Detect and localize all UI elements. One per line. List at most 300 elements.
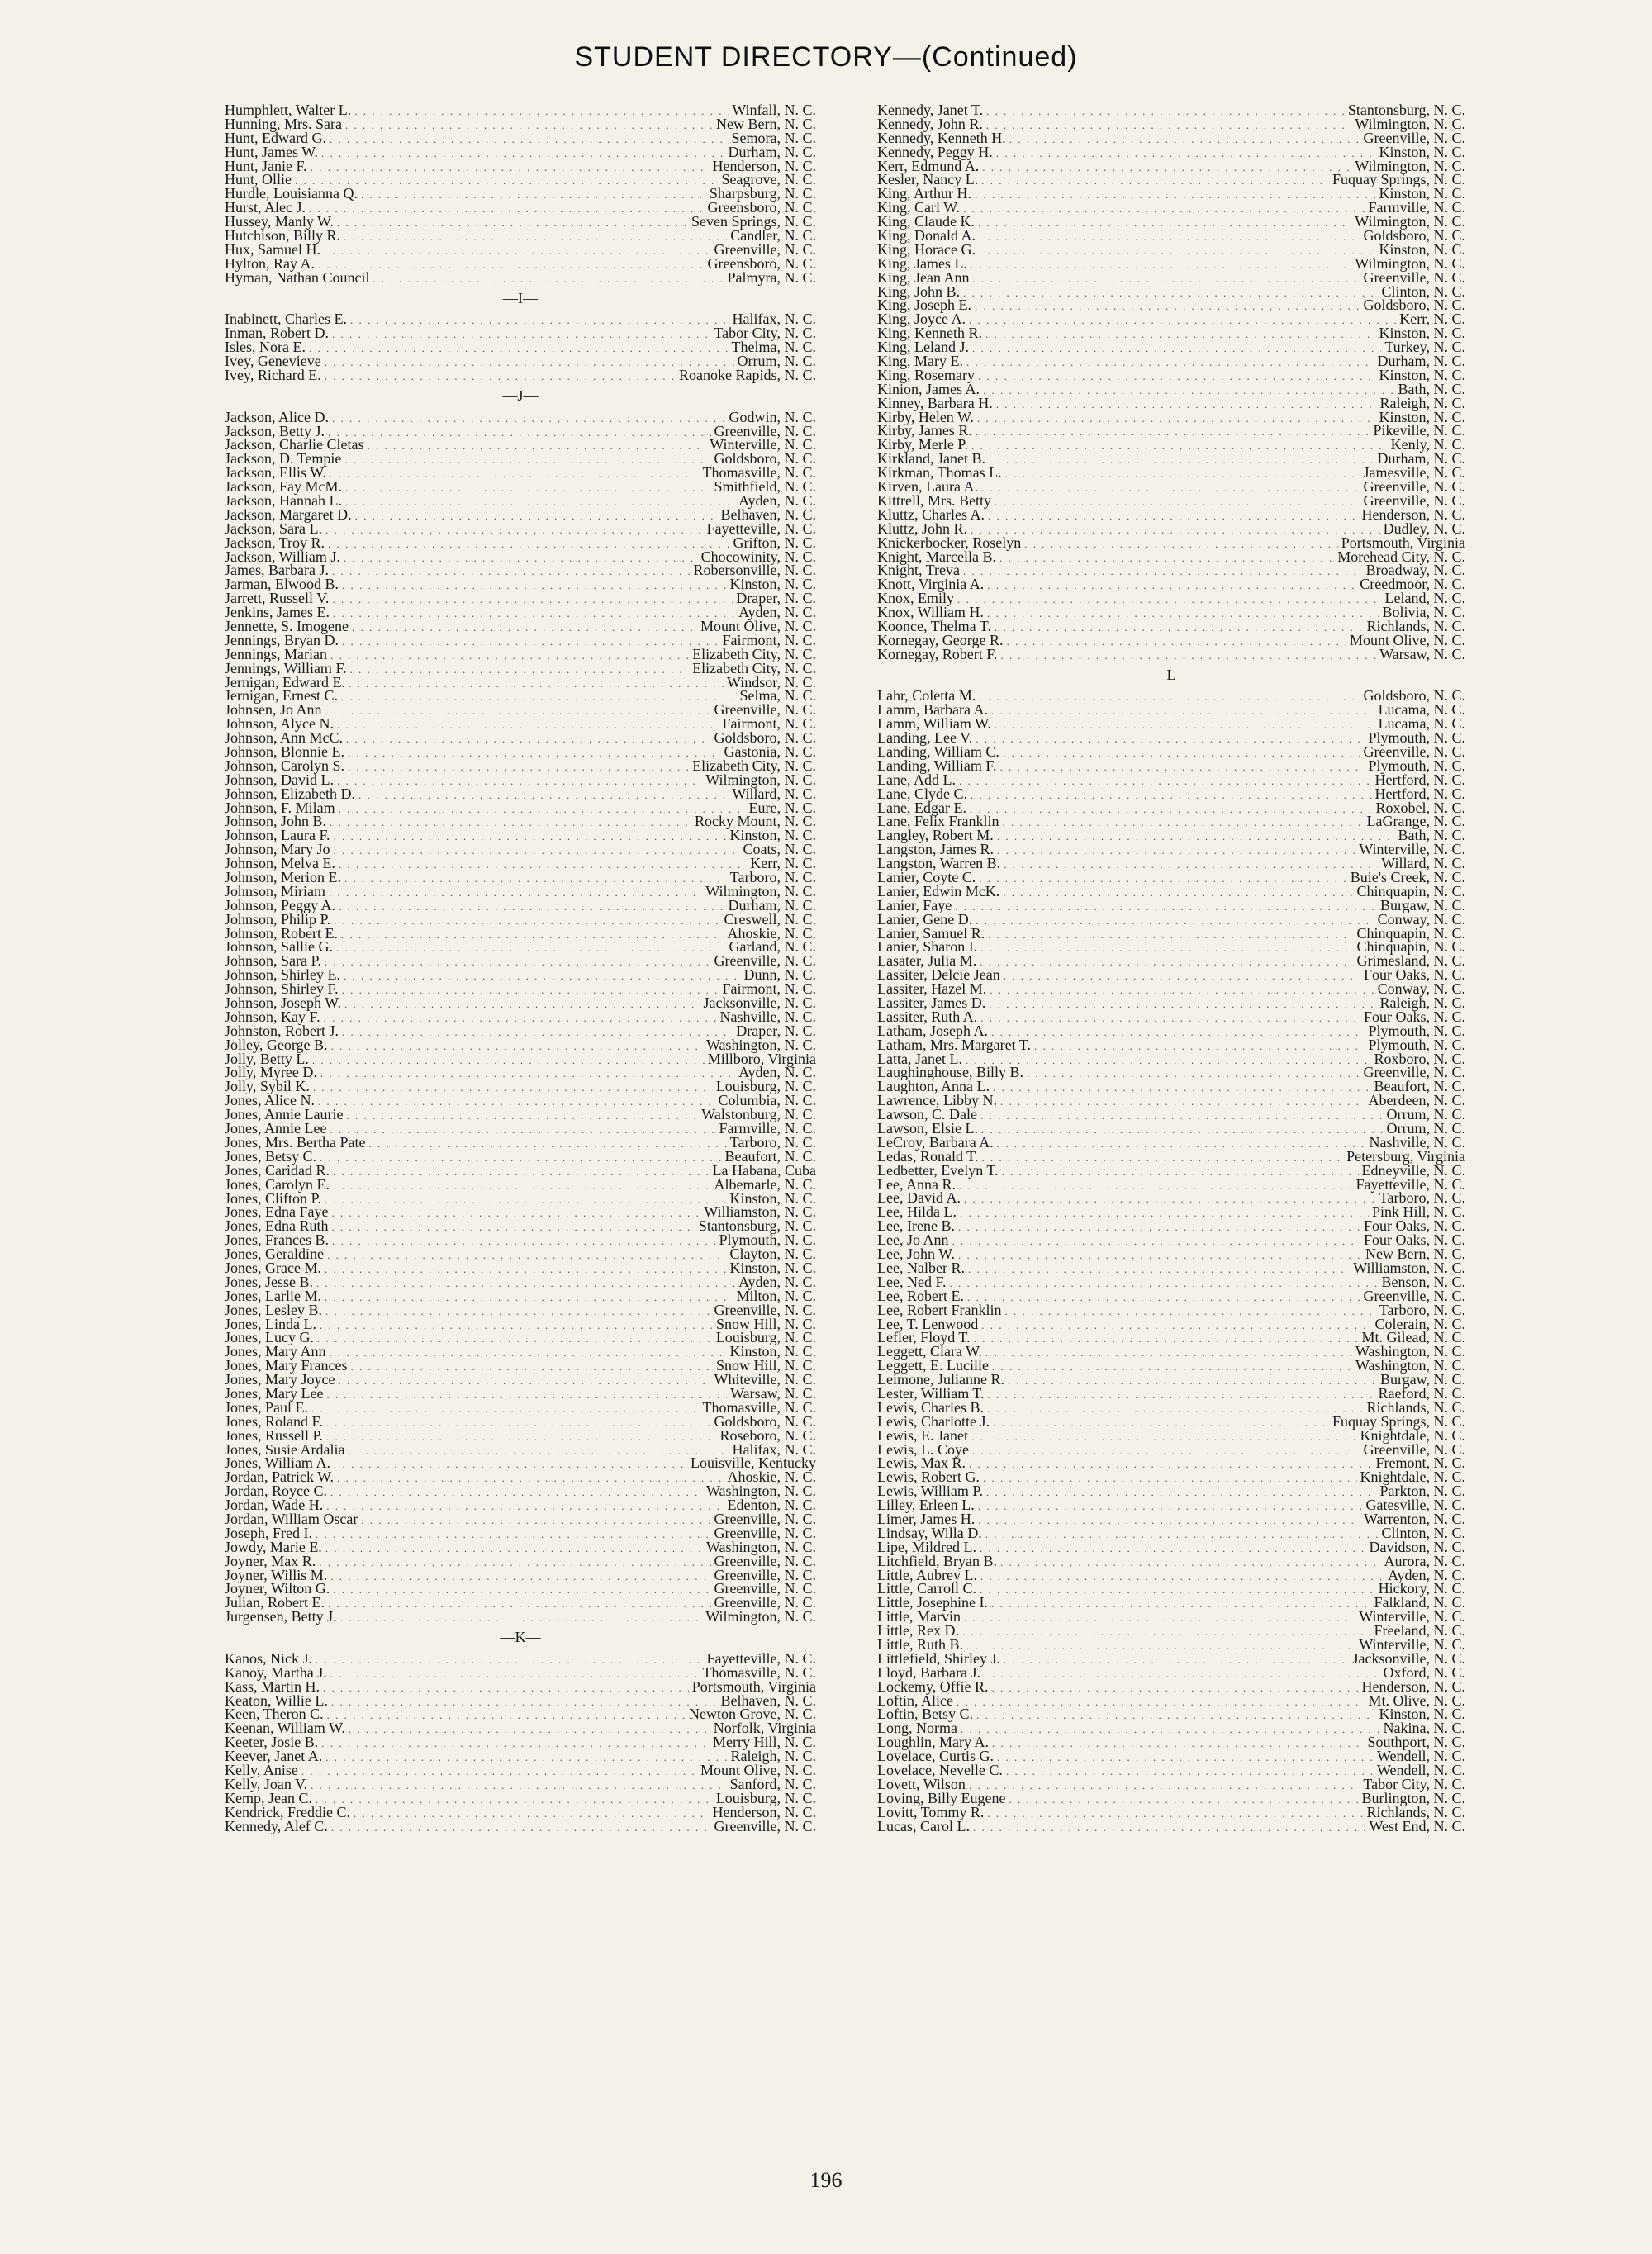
dot-leader (966, 1639, 1355, 1654)
student-name: Jones, Edna Ruth (225, 1217, 329, 1235)
hometown: Lucama, N. C. (1378, 715, 1465, 733)
directory-entry (225, 368, 816, 382)
dot-leader (958, 1221, 1360, 1235)
student-name: Lassiter, Delcie Jean (877, 966, 1000, 984)
student-name: Kelly, Joan V. (225, 1775, 308, 1792)
dot-leader (337, 719, 719, 733)
dot-leader (342, 1026, 733, 1040)
dot-leader (978, 1500, 1363, 1514)
dot-leader (978, 1514, 1360, 1528)
hometown: Four Oaks, N. C. (1363, 1008, 1465, 1025)
hometown: Thomasville, N. C. (702, 1398, 816, 1416)
student-name: Jones, Annie Lee (225, 1120, 327, 1137)
student-name: Litchfield, Bryan B. (877, 1552, 997, 1569)
student-name: Latham, Joseph A. (877, 1022, 988, 1039)
hometown: Kinston, N. C. (729, 576, 816, 593)
hometown: West End, N. C. (1369, 1817, 1465, 1834)
dot-leader (964, 1611, 1355, 1625)
hometown: Conway, N. C. (1377, 910, 1465, 928)
dot-leader (358, 789, 729, 803)
hometown: Belhaven, N. C. (720, 505, 816, 523)
directory-entry (877, 536, 1465, 550)
hometown: Four Oaks, N. C. (1363, 966, 1465, 984)
dot-leader (318, 1095, 715, 1109)
dot-leader (354, 1807, 710, 1821)
directory-entry (225, 1303, 816, 1317)
dot-leader (978, 216, 1351, 230)
dot-leader (971, 789, 1372, 803)
student-name: Johnson, Sara P. (225, 952, 322, 970)
dot-leader (326, 1416, 711, 1431)
hometown: Plymouth, N. C. (1368, 1036, 1465, 1053)
dot-leader (316, 1793, 713, 1807)
student-name: Jones, Geraldine (225, 1246, 324, 1263)
dot-leader (997, 844, 1355, 858)
hometown: Chocowinity, N. C. (700, 548, 816, 565)
hometown: Orrum, N. C. (1386, 1106, 1465, 1123)
dot-leader (957, 593, 1382, 607)
dot-leader (316, 1654, 704, 1668)
hometown: Southport, N. C. (1367, 1734, 1465, 1751)
dot-leader (333, 1179, 711, 1193)
hometown: Louisburg, N. C. (715, 1078, 816, 1095)
hometown: Godwin, N. C. (729, 408, 816, 425)
hometown: Creedmoor, N. C. (1360, 576, 1465, 593)
dot-leader (996, 398, 1377, 412)
student-name: Johnson, Shirley F. (225, 980, 339, 998)
hometown: Greenville, N. C. (714, 952, 816, 970)
dot-leader (976, 425, 1370, 439)
student-name: Kluttz, Charles A. (877, 505, 985, 523)
dot-leader (993, 1416, 1329, 1431)
student-name: Jones, Clifton P. (225, 1189, 322, 1207)
dot-leader (349, 1723, 710, 1737)
student-name: Lamm, Barbara A. (877, 701, 988, 719)
hometown: Nashville, N. C. (719, 1008, 816, 1025)
directory-entry (877, 882, 1465, 899)
hometown: Nakina, N. C. (1383, 1720, 1465, 1737)
student-name: King, Carl W. (877, 199, 961, 216)
student-name: James, Barbara J. (225, 562, 329, 579)
hometown: Farmville, N. C. (1368, 199, 1465, 216)
hometown: Stantonsburg, N. C. (1347, 102, 1465, 118)
dot-leader (331, 1696, 718, 1710)
dot-leader (961, 1723, 1380, 1737)
hometown: Fayetteville, N. C. (706, 1649, 816, 1667)
student-name: Lassiter, James D. (877, 994, 986, 1012)
student-name: Hunt, Edward G. (225, 129, 326, 146)
hometown: Creswell, N. C. (724, 910, 816, 928)
student-name: Knox, William H. (877, 604, 984, 621)
student-name: LeCroy, Barbara A. (877, 1133, 994, 1151)
student-name: Loughlin, Mary A. (877, 1734, 989, 1751)
dot-leader (330, 1570, 710, 1584)
dot-leader (339, 858, 747, 872)
dot-leader (981, 174, 1329, 188)
student-name: Lanier, Faye (877, 896, 952, 913)
dot-leader (997, 830, 1395, 844)
dot-leader (991, 1597, 1371, 1611)
dot-leader (1009, 1793, 1358, 1807)
hometown: Beaufort, N. C. (1374, 1078, 1465, 1095)
student-name: Humphlett, Walter L. (225, 102, 352, 118)
student-name: Jolly, Betty L. (225, 1050, 309, 1067)
student-name: Kornegay, George R. (877, 631, 1004, 648)
student-name: Lester, William T. (877, 1384, 985, 1402)
dot-leader (325, 524, 704, 538)
student-name: Knott, Virginia A. (877, 576, 985, 593)
hometown: Washington, N. C. (705, 1036, 816, 1053)
hometown: Roxobel, N. C. (1375, 799, 1465, 816)
student-name: Lahr, Coletta M. (877, 687, 976, 705)
hometown: Clinton, N. C. (1381, 1524, 1465, 1541)
hometown: Henderson, N. C. (712, 1803, 816, 1820)
student-name: Keever, Janet A. (225, 1748, 323, 1765)
student-name: Jones, Jesse B. (225, 1273, 313, 1290)
student-name: Hylton, Ray A. (225, 254, 316, 272)
hometown: Williamston, N. C. (704, 1203, 816, 1221)
hometown: Kinston, N. C. (729, 1189, 816, 1207)
directory-entry (225, 659, 816, 676)
student-name: Johnson, Peggy A. (225, 896, 336, 913)
dot-leader (978, 370, 1376, 384)
student-name: Johnson, Miriam (225, 882, 326, 899)
student-name: Lawrence, Libby N. (877, 1092, 997, 1109)
dot-leader (330, 1668, 700, 1682)
hometown: Durham, N. C. (1377, 450, 1465, 467)
student-name: Lewis, L. Coye (877, 1440, 969, 1458)
dot-leader (325, 1263, 727, 1277)
student-name: King, Kenneth R. (877, 325, 982, 342)
dot-leader (330, 133, 729, 147)
student-name: Jennings, Marian (225, 645, 327, 662)
hometown: Plymouth, N. C. (1368, 1022, 1465, 1039)
dot-leader (999, 552, 1334, 566)
dot-leader (350, 663, 690, 677)
hometown: Washington, N. C. (705, 1483, 816, 1500)
student-name: Hux, Samuel H. (225, 240, 320, 258)
student-name: Johnson, Shirley E. (225, 966, 341, 984)
hometown: Burlington, N. C. (1361, 1789, 1465, 1806)
student-name: Johnson, Joseph W. (225, 994, 342, 1012)
dot-leader (986, 105, 1345, 119)
student-name: Kanoy, Martha J. (225, 1663, 327, 1681)
directory-entry (225, 1426, 816, 1444)
hometown: Orrum, N. C. (737, 353, 816, 370)
hometown: Belhaven, N. C. (720, 1692, 816, 1709)
student-name: Jarman, Elwood B. (225, 576, 339, 593)
hometown: Roxboro, N. C. (1374, 1050, 1465, 1067)
directory-entry (877, 1303, 1465, 1317)
student-name: Langston, Warren B. (877, 855, 1001, 872)
directory-entry (225, 1817, 816, 1834)
hometown: Winterville, N. C. (710, 436, 816, 453)
dot-leader (970, 803, 1373, 817)
hometown: Norfolk, Virginia (713, 1720, 816, 1737)
student-name: Inman, Robert D. (225, 325, 329, 342)
student-name: Johnson, Carolyn S. (225, 757, 345, 774)
dot-leader (344, 552, 698, 566)
dot-leader (1024, 538, 1337, 552)
hometown: Rocky Mount, N. C. (694, 813, 816, 830)
dot-leader (339, 803, 746, 817)
dot-leader (361, 1514, 710, 1528)
student-name: Jernigan, Ernest C. (225, 687, 338, 705)
student-name: Jenkins, James E. (225, 604, 330, 621)
student-name: Johnson, Alyce N. (225, 715, 334, 733)
page-number: 196 (809, 2168, 843, 2192)
student-name: Hurst, Alec J. (225, 199, 306, 216)
student-name: Kirven, Laura A. (877, 478, 978, 496)
directory-entry (877, 1677, 1465, 1695)
hometown: Whiteville, N. C. (714, 1371, 816, 1388)
dot-leader (969, 1458, 1372, 1472)
hometown: Wilmington, N. C. (1355, 157, 1465, 174)
directory-entry (877, 577, 1465, 591)
hometown: Orrum, N. C. (1386, 1120, 1465, 1137)
hometown: Plymouth, N. C. (1368, 729, 1465, 747)
student-name: Leimone, Julianne R. (877, 1371, 1004, 1388)
student-name: Kennedy, Alef C. (225, 1817, 328, 1834)
dot-leader (330, 1486, 703, 1500)
hometown: Leland, N. C. (1384, 590, 1465, 607)
directory-column-left (225, 103, 816, 1833)
student-name: Jackson, Betty J. (225, 422, 325, 439)
student-name: Lockemy, Offie R. (877, 1677, 989, 1695)
dot-leader (963, 287, 1378, 301)
student-name: Lee, T. Lenwood (877, 1315, 979, 1332)
hometown: Draper, N. C. (736, 590, 816, 607)
hometown: Warsaw, N. C. (1379, 645, 1465, 662)
student-name: Kesler, Nancy L. (877, 171, 979, 188)
student-name: Lipe, Mildred L. (877, 1538, 976, 1555)
student-name: Jones, Annie Laurie (225, 1106, 344, 1123)
hometown: Walstonburg, N. C. (701, 1106, 816, 1123)
hometown: Louisville, Kentucky (691, 1454, 816, 1472)
dot-leader (983, 1472, 1357, 1486)
dot-leader (301, 1765, 697, 1779)
hometown: Kerr, N. C. (750, 855, 816, 872)
hometown: Candler, N. C. (730, 227, 816, 244)
student-name: Isles, Nora E. (225, 339, 306, 356)
student-name: Kirkman, Thomas L. (877, 464, 1002, 482)
dot-leader (984, 1668, 1380, 1682)
hometown: Turkey, N. C. (1384, 339, 1465, 356)
dot-leader (964, 1193, 1376, 1207)
student-name: Landing, Lee V. (877, 729, 973, 747)
dot-leader (972, 1445, 1360, 1459)
dot-leader (985, 1528, 1379, 1542)
student-name: Jackson, Alice D. (225, 408, 329, 425)
hometown: Washington, N. C. (1355, 1357, 1465, 1374)
dot-leader (311, 1402, 700, 1416)
student-name: Little, Carroll C. (877, 1580, 976, 1597)
dot-leader (319, 1556, 710, 1570)
hometown: Kinston, N. C. (1379, 185, 1465, 202)
hometown: Ayden, N. C. (738, 491, 816, 509)
dot-leader (1004, 858, 1378, 872)
dot-leader (349, 677, 724, 691)
dot-leader (1006, 635, 1346, 649)
student-name: King, Jean Ann (877, 268, 970, 286)
student-name: Johnsen, Jo Ann (225, 701, 322, 719)
dot-leader (325, 1542, 703, 1556)
student-name: Kanos, Nick J. (225, 1649, 312, 1667)
student-name: King, Joseph E. (877, 297, 971, 314)
student-name: King, Joyce A. (877, 311, 966, 328)
student-name: Kerr, Edmund A. (877, 157, 980, 174)
dot-leader (981, 1319, 1371, 1333)
hometown: Knightdale, N. C. (1360, 1469, 1465, 1486)
student-name: Jackson, Ellis W. (225, 464, 327, 482)
section-letter-heading: —J— (502, 387, 539, 404)
directory-entry (877, 268, 1465, 286)
hometown: Greenville, N. C. (714, 1817, 816, 1834)
student-name: Kinion, James A. (877, 380, 980, 397)
student-name: Jolly, Sybil K. (225, 1078, 310, 1095)
hometown: Parkton, N. C. (1379, 1483, 1465, 1500)
student-name: Johnson, David L. (225, 771, 334, 788)
student-name: Keaton, Willie L. (225, 1692, 328, 1709)
student-name: Limer, James H. (877, 1510, 976, 1527)
dot-leader (328, 1597, 711, 1611)
directory-entry (877, 1817, 1465, 1834)
hometown: Seven Springs, N. C. (691, 213, 816, 230)
hometown: Richlands, N. C. (1366, 1398, 1465, 1416)
dot-leader (992, 1360, 1352, 1374)
dot-leader (1002, 816, 1363, 830)
student-name: Loftin, Betsy C. (877, 1706, 973, 1723)
hometown: Jacksonville, N. C. (1352, 1649, 1465, 1667)
student-name: Latta, Janet L. (877, 1050, 962, 1067)
hometown: LaGrange, N. C. (1366, 813, 1465, 830)
student-name: Jones, Lucy G. (225, 1329, 314, 1346)
dot-leader (993, 1081, 1371, 1095)
hometown: Grimesland, N. C. (1356, 952, 1465, 970)
student-name: Johnson, Laura F. (225, 827, 330, 844)
hometown: Farmville, N. C. (719, 1120, 816, 1137)
dot-leader (975, 188, 1375, 202)
hometown: Warsaw, N. C. (730, 1384, 816, 1402)
student-name: Jordan, Royce C. (225, 1483, 327, 1500)
dot-leader (971, 439, 1388, 453)
hometown: Ayden, N. C. (738, 604, 816, 621)
student-name: Langley, Robert M. (877, 827, 994, 844)
student-name: Kennedy, John R. (877, 115, 983, 132)
hometown: Raleigh, N. C. (1379, 994, 1465, 1012)
student-name: Johnson, Ann McC. (225, 729, 344, 747)
hometown: Willard, N. C. (732, 785, 816, 802)
hometown: Halifax, N. C. (732, 1440, 816, 1458)
dot-leader (972, 342, 1381, 356)
hometown: Plymouth, N. C. (1368, 757, 1465, 774)
dot-leader (373, 273, 724, 287)
student-name: Landing, William F. (877, 757, 997, 774)
hometown: Newton Grove, N. C. (689, 1706, 816, 1723)
hometown: Winterville, N. C. (1359, 1635, 1465, 1653)
dot-leader (963, 565, 1363, 579)
student-name: Inabinett, Charles E. (225, 311, 347, 328)
dot-leader (1000, 761, 1365, 775)
student-name: Lee, John W. (877, 1246, 955, 1263)
student-name: Laughton, Anna L. (877, 1078, 990, 1095)
hometown: Bolivia, N. C. (1382, 604, 1465, 621)
dot-leader (324, 1012, 717, 1026)
dot-leader (352, 621, 697, 635)
hometown: Wendell, N. C. (1376, 1748, 1465, 1765)
hometown: Greensboro, N. C. (707, 199, 816, 216)
student-name: Lewis, Charlotte J. (877, 1412, 990, 1430)
dot-leader (979, 244, 1376, 259)
student-name: Jones, Linda L. (225, 1315, 316, 1332)
dot-leader (992, 1737, 1364, 1751)
hometown: Edneyville, N. C. (1361, 1161, 1465, 1179)
student-name: Lovett, Wilson (877, 1775, 966, 1792)
dot-leader (327, 1249, 727, 1263)
hometown: Hertford, N. C. (1374, 785, 1465, 802)
dot-leader (967, 1291, 1360, 1305)
student-name: Jolly, Myree D. (225, 1064, 317, 1081)
hometown: Ayden, N. C. (1388, 1566, 1465, 1583)
dot-leader (321, 1737, 710, 1751)
dot-leader (331, 1821, 711, 1835)
hometown: Gastonia, N. C. (724, 743, 816, 760)
dot-leader (344, 872, 727, 886)
student-name: Little, Rex D. (877, 1622, 959, 1639)
dot-leader (345, 496, 735, 510)
hometown: Greenville, N. C. (1363, 491, 1465, 509)
student-name: Kendrick, Freddie C. (225, 1803, 350, 1820)
hometown: Tarboro, N. C. (1379, 1189, 1465, 1207)
student-name: Ledbetter, Evelyn T. (877, 1161, 999, 1179)
student-name: Lindsay, Willa D. (877, 1524, 982, 1541)
student-name: Ivey, Genevieve (225, 353, 321, 370)
student-name: Kirby, Merle P. (877, 436, 968, 453)
student-name: Johnson, Robert E. (225, 924, 338, 942)
hometown: Kinston, N. C. (1379, 408, 1465, 425)
page-title: STUDENT DIRECTORY—(Continued) (574, 41, 1078, 73)
student-name: Little, Marvin (877, 1608, 961, 1625)
hometown: Grifton, N. C. (733, 534, 816, 551)
student-name: Lee, Anna R. (877, 1175, 956, 1193)
directory-column-right (877, 103, 1465, 1833)
dot-leader (988, 928, 1353, 942)
student-name: Jarrett, Russell V. (225, 590, 330, 607)
dot-leader (333, 607, 735, 621)
dot-leader (332, 412, 726, 426)
dot-leader (995, 719, 1375, 733)
dot-leader (980, 1012, 1360, 1026)
hometown: Albemarle, N. C. (714, 1175, 816, 1193)
dot-leader (313, 1081, 713, 1095)
student-name: King, Horace G. (877, 240, 976, 258)
hometown: Smithfield, N. C. (714, 478, 816, 496)
student-name: Joseph, Fred I. (225, 1524, 312, 1541)
dot-leader (1000, 1095, 1365, 1109)
student-name: King, Claude K. (877, 213, 975, 230)
student-name: King, James L. (877, 254, 967, 272)
hometown: Plymouth, N. C. (719, 1231, 816, 1249)
hometown: Richlands, N. C. (1366, 617, 1465, 634)
dot-leader (325, 705, 711, 719)
dot-leader (337, 1472, 724, 1486)
hometown: Greenville, N. C. (714, 1510, 816, 1527)
hometown: Portsmouth, Virginia (1341, 534, 1465, 551)
student-name: Kennedy, Peggy H. (877, 143, 993, 160)
student-name: Jordan, Patrick W. (225, 1469, 334, 1486)
hometown: Coats, N. C. (743, 841, 816, 858)
dot-leader (325, 356, 734, 370)
